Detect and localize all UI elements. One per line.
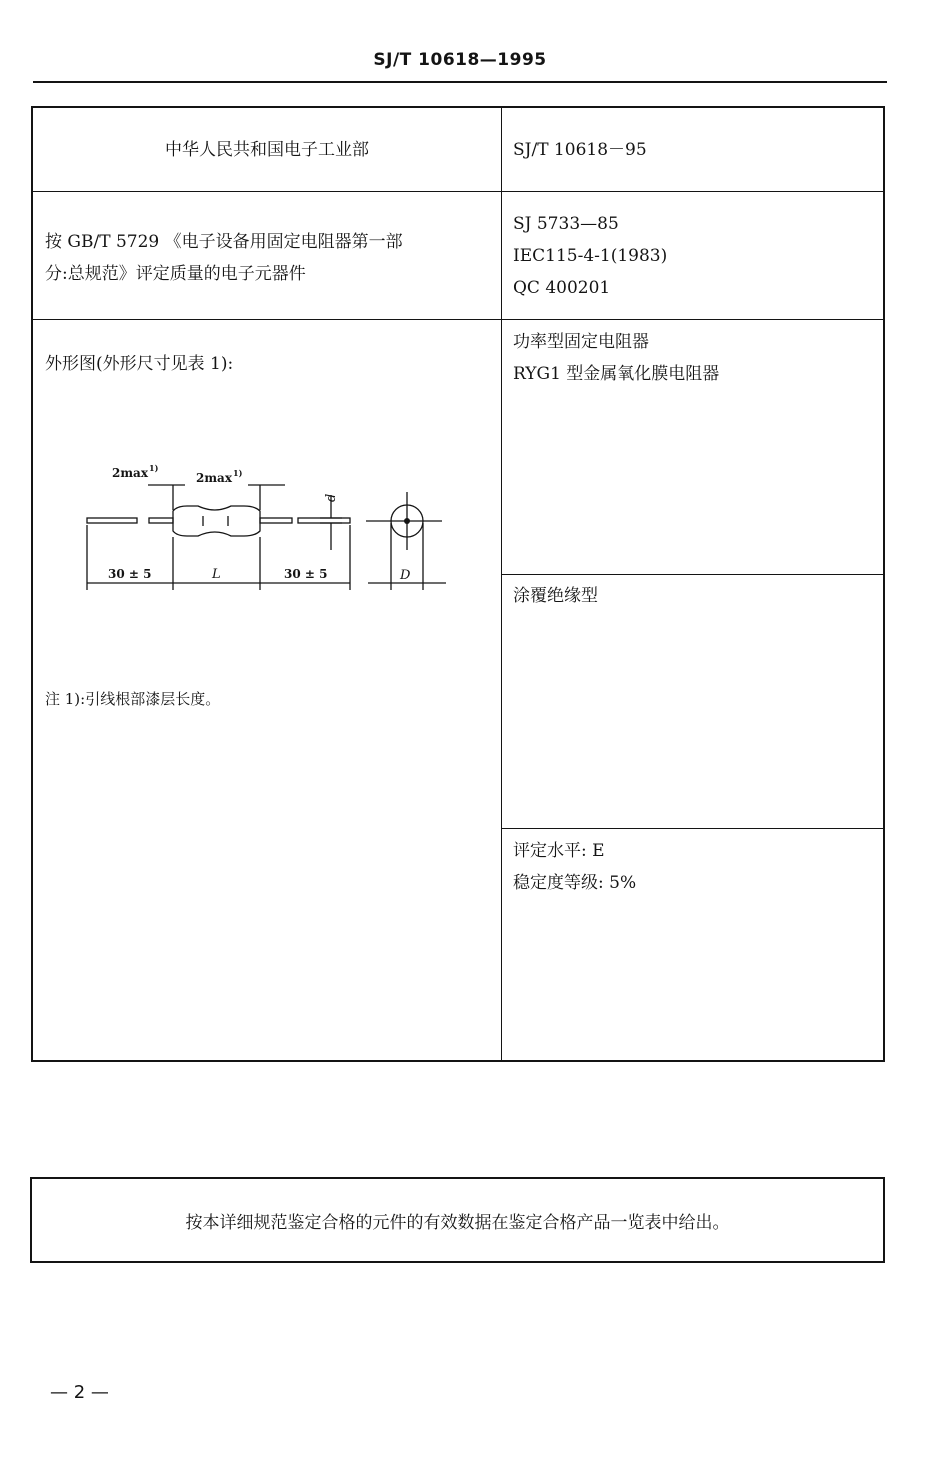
- left-lead-dimension: 30 ± 5: [108, 567, 152, 581]
- qualification-note: 按本详细规范鉴定合格的元件的有效数据在鉴定合格产品一览表中给出。: [185, 1212, 730, 1233]
- stability-grade: 稳定度等级: 5%: [513, 873, 637, 893]
- reference-standard-3: QC 400201: [513, 278, 611, 298]
- issuing-authority: 中华人民共和国电子工业部: [165, 140, 369, 160]
- right-lead-wire: [298, 518, 350, 523]
- reference-standard-1: SJ 5733—85: [513, 214, 619, 234]
- row-divider-3: [501, 574, 883, 575]
- resistor-body: [173, 506, 260, 536]
- qualification-note-box: [30, 1177, 885, 1263]
- body-length-dimension: L: [212, 567, 221, 582]
- left-lead-wire: [87, 518, 137, 523]
- right-lead-dimension: 30 ± 5: [284, 567, 328, 581]
- component-category: 功率型固定电阻器: [513, 332, 649, 352]
- left-lead-stub: [149, 518, 173, 523]
- scope-line-2: 分:总规范》评定质量的电子元器件: [45, 264, 306, 284]
- reference-standard-2: IEC115-4-1(1983): [513, 246, 668, 266]
- column-divider: [501, 108, 502, 1060]
- document-number-header: SJ/T 10618—1995: [373, 50, 547, 70]
- assessment-level: 评定水平: E: [513, 841, 605, 861]
- max-superscript-right: 1): [233, 468, 243, 478]
- end-view-center: [404, 518, 410, 524]
- outline-drawing-title: 外形图(外形尺寸见表 1):: [45, 354, 234, 374]
- resistor-outline-drawing: [50, 455, 470, 605]
- coating-type: 涂覆绝缘型: [513, 586, 598, 606]
- header-rule: [33, 81, 887, 83]
- component-type: RYG1 型金属氧化膜电阻器: [513, 364, 720, 384]
- page-number: — 2 —: [50, 1382, 109, 1403]
- row-divider-1: [33, 191, 883, 192]
- body-diameter-label: D: [400, 568, 411, 583]
- wire-diameter-label: d: [324, 493, 339, 502]
- max-label-left: 2max: [112, 466, 148, 480]
- standard-number: SJ/T 10618－95: [513, 140, 647, 160]
- scope-line-1: 按 GB/T 5729 《电子设备用固定电阻器第一部: [45, 232, 403, 252]
- max-superscript-left: 1): [149, 463, 159, 473]
- row-divider-2: [33, 319, 883, 320]
- row-divider-4: [501, 828, 883, 829]
- right-lead-stub: [260, 518, 292, 523]
- footnote: 注 1):引线根部漆层长度。: [45, 690, 221, 708]
- max-label-right: 2max: [196, 471, 232, 485]
